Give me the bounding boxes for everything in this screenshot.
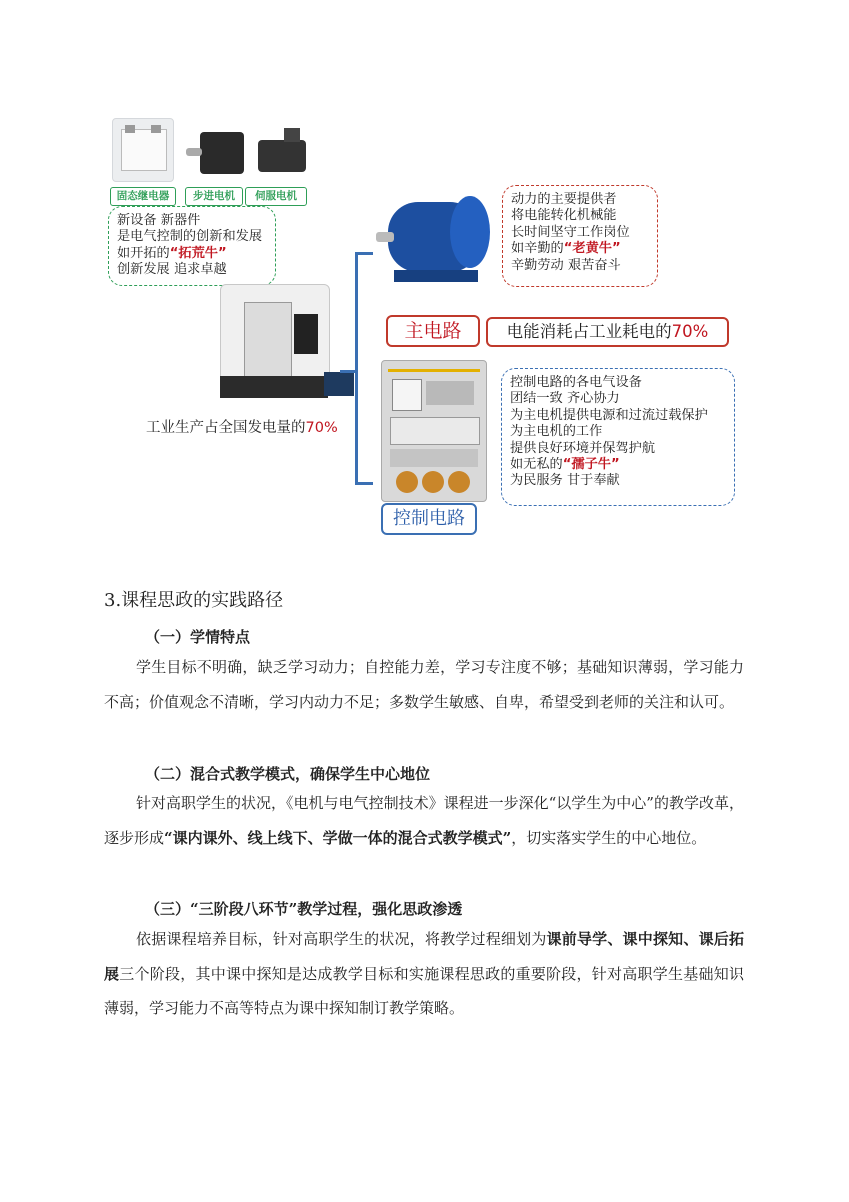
new-device-line1: 新设备 新器件 — [117, 213, 201, 228]
bracket-bottom — [355, 482, 373, 485]
sub2-title: （二）混合式教学模式，确保学生中心地位 — [145, 765, 431, 783]
bracket-middle — [340, 370, 356, 373]
machine-caption: 工业生产占全国发电量的70% — [146, 420, 338, 436]
control-circuit-label: 控制电路 — [381, 503, 477, 535]
motor-box — [502, 185, 658, 287]
control-line3: 为主电机提供电源和过流过载保护 — [510, 407, 708, 423]
motor-line1: 动力的主要提供者 — [511, 192, 617, 207]
control-line5: 提供良好环境并保驾护航 — [510, 440, 656, 456]
bracket-top — [355, 252, 373, 255]
sub3-title: （三）“三阶段八环节”教学过程，强化思政渗透 — [145, 900, 463, 918]
section-title: 3.课程思政的实践路径 — [104, 590, 284, 611]
new-device-line4: 创新发展 追求卓越 — [117, 262, 227, 278]
motor-line4: 如辛勤的“老黄牛” — [511, 241, 621, 257]
cnc-machine-image — [214, 280, 356, 408]
stepper-motor-image — [180, 128, 252, 178]
motor-line5: 辛勤劳动 艰苦奋斗 — [511, 257, 621, 273]
motor-line3: 长时间坚守工作岗位 — [511, 224, 630, 240]
device-tag-stepper: 步进电机 — [185, 187, 243, 206]
control-line4: 为主电机的工作 — [510, 424, 603, 440]
control-line6: 如无私的“孺子牛” — [510, 457, 620, 473]
bracket-vertical — [355, 252, 358, 484]
main-circuit-label: 主电路 — [386, 315, 480, 347]
new-device-line2: 是电气控制的创新和发展 — [117, 229, 263, 245]
control-line2: 团结一致 齐心协力 — [510, 391, 620, 407]
main-circuit-note: 电能消耗占工业耗电的70% — [486, 317, 729, 347]
electric-motor-image — [374, 188, 498, 296]
motor-line2: 将电能转化机械能 — [511, 208, 617, 224]
sub3-paragraph: 依据课程培养目标，针对高职学生的状况，将教学过程细划为课前导学、课中探知、课后拓展三个阶段，其中课中探知是达成教学目标和实施课程思政的重要阶段，针对高职学生基础知识薄弱，学习能力不高等特点为课中探知制订教学策略。 — [104, 930, 744, 1017]
control-cabinet-image — [381, 360, 487, 502]
device-tag-servo: 伺服电机 — [245, 187, 307, 206]
sub1-paragraph: 学生目标不明确，缺乏学习动力；自控能力差，学习专注度不够；基础知识薄弱，学习能力不高；价值观念不清晰，学习内动力不足；多数学生敏感、自卑，希望受到老师的关注和认可。 — [104, 658, 744, 711]
new-device-box — [108, 206, 276, 286]
solid-state-relay-image — [112, 118, 174, 182]
device-tag-ssr: 固态继电器 — [110, 187, 176, 206]
control-line1: 控制电路的各电气设备 — [510, 375, 642, 390]
sub1-title: （一）学情特点 — [145, 628, 251, 646]
new-device-line3: 如开拓的“拓荒牛” — [117, 245, 227, 261]
control-line7: 为民服务 甘于奉献 — [510, 473, 620, 489]
control-box — [501, 368, 735, 506]
sub2-paragraph: 针对高职学生的状况，《电机与电气控制技术》课程进一步深化“以学生为中心”的教学改革，逐步形成“课内课外、线上线下、学做一体的混合式教学模式”，切实落实学生的中心地位。 — [104, 794, 744, 847]
servo-motor-image — [254, 124, 310, 180]
